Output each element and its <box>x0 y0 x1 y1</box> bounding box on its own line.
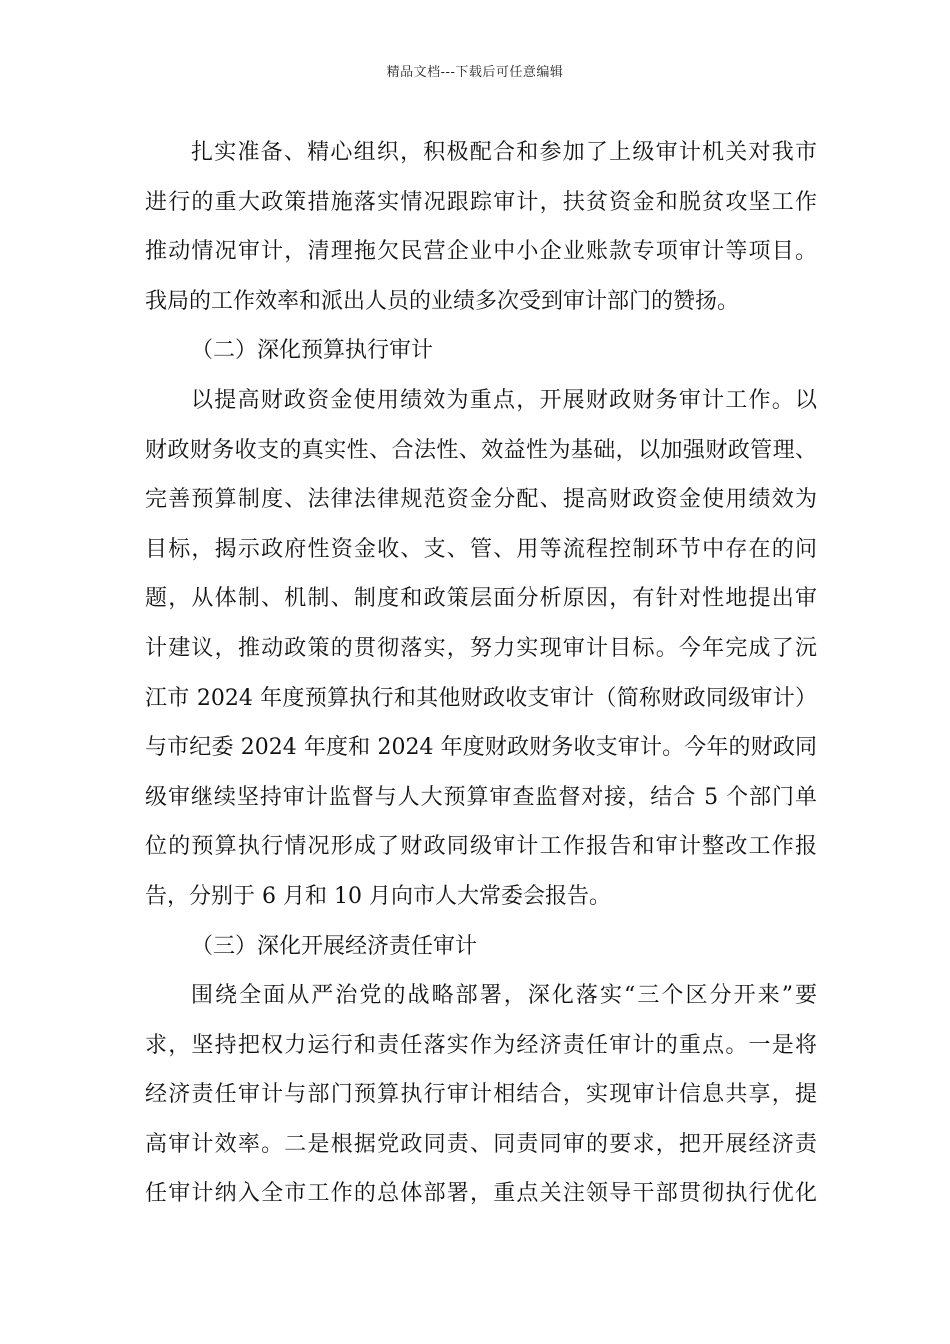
text-line: 级审继续坚持审计监督与人大预算审查监督对接，结合 5 个部门单 <box>145 784 817 810</box>
text-line: 求，坚持把权力运行和责任落实作为经济责任审计的重点。一是将 <box>145 1032 817 1058</box>
document-body <box>145 128 817 1219</box>
text-line: 题，从体制、机制、制度和政策层面分析原因，有针对性地提出审 <box>145 586 817 612</box>
text-line: 与市纪委 2024 年度和 2024 年度财政财务收支审计。今年的财政同 <box>145 735 817 761</box>
text-line: 目标，揭示政府性资金收、支、管、用等流程控制环节中存在的问 <box>145 536 817 562</box>
text-line: 进行的重大政策措施落实情况跟踪审计，扶贫资金和脱贫攻坚工作 <box>145 189 817 215</box>
text-line: 告，分别于 6 月和 10 月向市人大常委会报告。 <box>145 883 611 909</box>
text-line: 我局的工作效率和派出人员的业绩多次受到审计部门的赞扬。 <box>145 288 740 314</box>
text-line: 完善预算制度、法律法律规范资金分配、提高财政资金使用绩效为 <box>145 487 817 513</box>
text-line: 位的预算执行情况形成了财政同级审计工作报告和审计整改工作报 <box>145 834 817 860</box>
text-line: 经济责任审计与部门预算执行审计相结合，实现审计信息共享，提 <box>145 1082 817 1108</box>
section-heading: （二）深化预算执行审计 <box>191 338 434 364</box>
text-line: 财政财务收支的真实性、合法性、效益性为基础，以加强财政管理、 <box>145 437 817 463</box>
text-line: 推动情况审计，清理拖欠民营企业中小企业账款专项审计等项目。 <box>145 239 817 265</box>
section-heading: （三）深化开展经济责任审计 <box>191 933 478 959</box>
text-line: 江市 2024 年度预算执行和其他财政收支审计（简称财政同级审计） <box>145 685 817 711</box>
text-line: 任审计纳入全市工作的总体部署，重点关注领导干部贯彻执行优化 <box>145 1181 817 1207</box>
text-line: 高审计效率。二是根据党政同责、同责同审的要求，把开展经济责 <box>145 1131 817 1157</box>
page-header: 精品文档---下载后可任意编辑 <box>386 65 564 80</box>
text-line: 围绕全面从严治党的战略部署，深化落实“三个区分开来”要 <box>191 983 817 1009</box>
text-line: 扎实准备、精心组织，积极配合和参加了上级审计机关对我市 <box>191 140 817 165</box>
text-line: 计建议，推动政策的贯彻落实，努力实现审计目标。今年完成了沅 <box>145 635 817 661</box>
text-line: 以提高财政资金使用绩效为重点，开展财政财务审计工作。以 <box>191 387 817 413</box>
